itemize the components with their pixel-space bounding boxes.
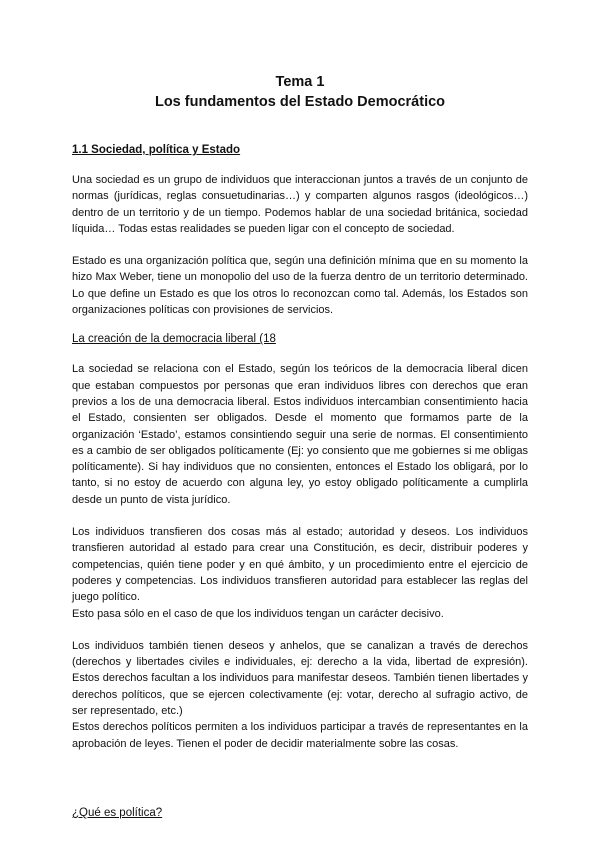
section-heading-sociedad: 1.1 Sociedad, política y Estado [72,144,241,156]
paragraph-consentimiento: La sociedad se relaciona con el Estado, según los teóricos de la democracia liberal dicen que estaban compuestos por personas que eran individuos libres con derechos que eran previos a los de una democracia liberal. Estos individuos intercambian consentimiento hacia el Estado, consienten ser obligados. Desde el momento que formamos parte de la organización ‘Estado’, estamos consintiendo seguir una serie de normas. El consentimiento es a cambio de ser obligados políticamente (Ej: yo consiento que me gobiernes si me obligas políticamente). Si hay individuos que no consienten, entonces el Estado los obligará, por lo tanto, si no estoy de acuerdo con alguna ley, yo estoy obligado políticamente a cumplirla desde un punto de vista jurídico. [72,363,528,506]
document-page [72,72,528,819]
paragraph-deseos: Los individuos también tienen deseos y anhelos, que se canalizan a través de derechos (derechos y libertades civiles e individuales, ej: derecho a la vida, libertad de expresión). Estos derechos facultan a los individuos para manifestar deseos. También tienen libertades y derechos políticos, que se ejercen colectivamente (ej: votar, derecho al sufragio activo, de ser representado, etc.) [72,639,528,718]
paragraph-estado: Estado es una organización política que, según una definición mínima que en su momento la hizo Max Weber, tiene un monopolio del uso de la fuerza dentro de un territorio determinado. Lo que define un Estado es que los otros lo reconozcan como tal. Además, los Estados son organizaciones políticas con provisiones de servicios. [72,255,528,317]
title-line-1: Tema 1 [275,74,325,90]
paragraph-autoridad: Los individuos transfieren dos cosas más al estado; autoridad y deseos. Los individuos transfieren autoridad al estado para crear una Constitución, es decir, distribuir poderes y competencias, quién tiene poder y en qué ámbito, y un procedimiento entre el ejercicio de poderes y competencias. Los individuos transfieren autoridad para establecer las reglas del juego político. [72,526,528,604]
document-title: Los fundamentos del Estado Democrático [154,94,446,110]
section-heading-democracia-liberal: La creación de la democracia liberal (18 [72,333,276,346]
paragraph-caracter-decisivo: Esto pasa sólo en el caso de que los individuos tengan un carácter decisivo. [72,607,444,620]
paragraph-derechos-politicos: Estos derechos políticos permiten a los individuos participar a través de representantes en la aprobación de leyes. Tienen el poder de decidir materialmente sobre las cosas. [72,721,528,750]
section-heading-que-es-politica: ¿Qué es política? [72,806,163,819]
paragraph-sociedad: Una sociedad es un grupo de individuos que interaccionan juntos a través de un conjunto de normas (jurídicas, reglas consuetudinarias…) y comparten algunos rasgos (ideológicos…) dentro de un territorio y de un tiempo. Podemos hablar de una sociedad británica, sociedad líquida… Todas estas realidades se pueden ligar con el concepto de sociedad. [72,174,528,235]
